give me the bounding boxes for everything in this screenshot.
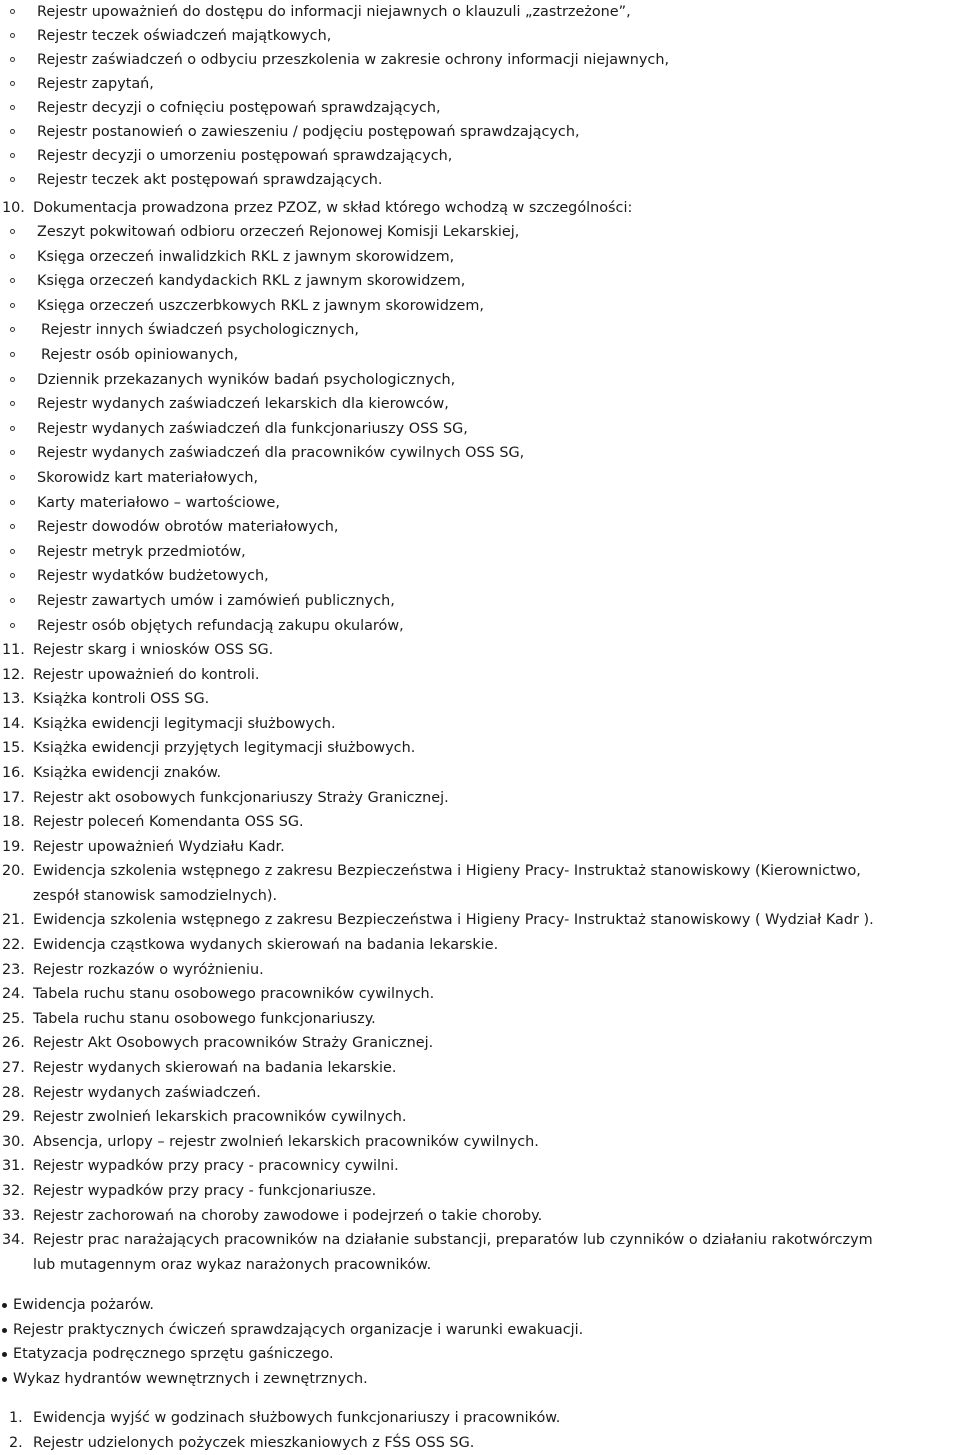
ring-bullet-icon — [10, 450, 15, 455]
dot-bullet-icon — [2, 1352, 7, 1357]
dot-bullet-icon — [2, 1377, 7, 1382]
ring-bullet-icon — [10, 377, 15, 382]
ring-bullet-icon — [10, 500, 15, 505]
ring-bullet-icon — [10, 327, 15, 332]
ring-bullet-icon — [10, 129, 15, 134]
ring-bullet-icon — [10, 153, 15, 158]
dot-bullet-icon — [2, 1303, 7, 1308]
ring-bullet-icon — [10, 177, 15, 182]
ring-bullet-icon — [10, 229, 15, 234]
ring-bullet-icon — [10, 81, 15, 86]
ring-bullet-icon — [10, 33, 15, 38]
ring-bullet-icon — [10, 401, 15, 406]
ring-bullet-icon — [10, 57, 15, 62]
ring-bullet-icon — [10, 623, 15, 628]
ring-bullet-icon — [10, 105, 15, 110]
ring-bullet-icon — [10, 278, 15, 283]
dot-bullet-icon — [2, 1328, 7, 1333]
ring-bullet-icon — [10, 573, 15, 578]
ring-bullet-icon — [10, 426, 15, 431]
ring-bullet-icon — [10, 303, 15, 308]
ring-bullet-icon — [10, 524, 15, 529]
ring-bullet-icon — [10, 254, 15, 259]
ring-bullet-icon — [10, 352, 15, 357]
ring-bullet-icon — [10, 9, 15, 14]
ring-bullet-icon — [10, 475, 15, 480]
ring-bullet-icon — [10, 598, 15, 603]
ring-bullet-icon — [10, 549, 15, 554]
